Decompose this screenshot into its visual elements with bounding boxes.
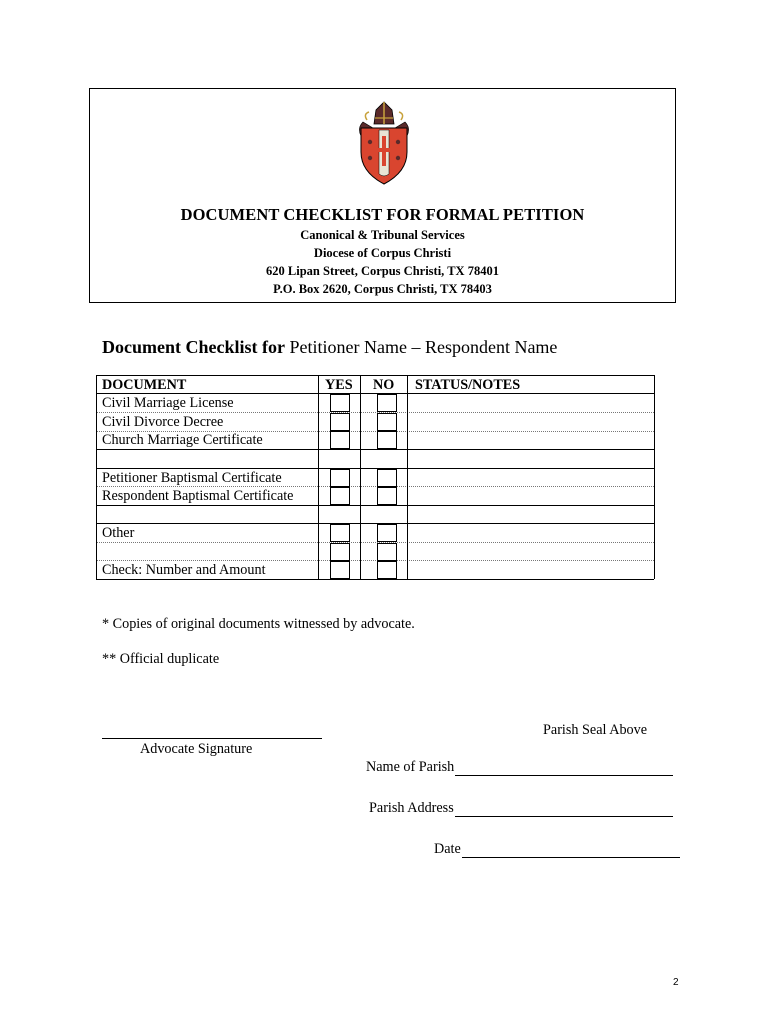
note-official-duplicate: ** Official duplicate	[102, 651, 220, 667]
yes-checkbox-other[interactable]	[330, 524, 350, 542]
date-row	[434, 841, 680, 858]
parish-name-field[interactable]	[455, 760, 673, 776]
parish-address-row	[369, 800, 673, 817]
street-address: 620 Lipan Street, Corpus Christi, TX 78401	[266, 264, 499, 278]
yes-checkbox-check-number-amount[interactable]	[330, 561, 350, 579]
note-copies: * Copies of original documents witnessed by advocate.	[102, 616, 415, 632]
column-header-no: NO	[373, 377, 395, 393]
no-checkbox-civil-marriage-license[interactable]	[377, 394, 397, 412]
yes-checkbox-respondent-baptismal-certificate[interactable]	[330, 487, 350, 505]
yes-checkbox-church-marriage-certificate[interactable]	[330, 431, 350, 449]
doc-respondent-baptismal-certificate: Respondent Baptismal Certificate	[102, 488, 294, 504]
doc-civil-divorce-decree: Civil Divorce Decree	[102, 414, 224, 430]
doc-civil-marriage-license: Civil Marriage License	[102, 395, 234, 411]
parish-name-label: Name of Parish	[366, 759, 455, 775]
checklist-heading	[102, 337, 557, 358]
office-name: Canonical & Tribunal Services	[300, 228, 465, 242]
yes-checkbox-other-2[interactable]	[330, 543, 350, 561]
form-title: DOCUMENT CHECKLIST FOR FORMAL PETITION	[180, 205, 585, 224]
party-names: Petitioner Name – Respondent Name	[289, 337, 558, 357]
no-checkbox-other-2[interactable]	[377, 543, 397, 561]
doc-check-number-amount: Check: Number and Amount	[102, 562, 266, 578]
advocate-signature-line[interactable]	[102, 738, 322, 739]
page-number: 2	[673, 977, 679, 988]
coat-of-arms-icon	[353, 100, 415, 186]
advocate-signature-label: Advocate Signature	[140, 741, 253, 757]
no-checkbox-church-marriage-certificate[interactable]	[377, 431, 397, 449]
doc-petitioner-baptismal-certificate: Petitioner Baptismal Certificate	[102, 470, 282, 486]
no-checkbox-check-number-amount[interactable]	[377, 561, 397, 579]
column-header-document: DOCUMENT	[102, 377, 187, 393]
checklist-heading-label: Document Checklist for	[102, 337, 285, 357]
column-header-status-notes: STATUS/NOTES	[415, 377, 521, 393]
parish-name-row	[366, 759, 673, 776]
date-field[interactable]	[462, 842, 680, 858]
no-checkbox-other[interactable]	[377, 524, 397, 542]
parish-address-label: Parish Address	[369, 800, 454, 816]
diocese-name: Diocese of Corpus Christi	[313, 246, 452, 260]
parish-seal-label: Parish Seal Above	[543, 722, 648, 738]
po-box-address: P.O. Box 2620, Corpus Christi, TX 78403	[273, 282, 492, 296]
column-header-yes: YES	[325, 377, 353, 393]
date-label: Date	[434, 841, 461, 857]
document-checklist-table	[96, 375, 654, 580]
doc-church-marriage-certificate: Church Marriage Certificate	[102, 432, 263, 448]
parish-address-field[interactable]	[455, 801, 673, 817]
no-checkbox-civil-divorce-decree[interactable]	[377, 413, 397, 431]
no-checkbox-petitioner-baptismal-certificate[interactable]	[377, 469, 397, 487]
no-checkbox-respondent-baptismal-certificate[interactable]	[377, 487, 397, 505]
doc-other: Other	[102, 525, 135, 541]
yes-checkbox-civil-divorce-decree[interactable]	[330, 413, 350, 431]
yes-checkbox-civil-marriage-license[interactable]	[330, 394, 350, 412]
yes-checkbox-petitioner-baptismal-certificate[interactable]	[330, 469, 350, 487]
